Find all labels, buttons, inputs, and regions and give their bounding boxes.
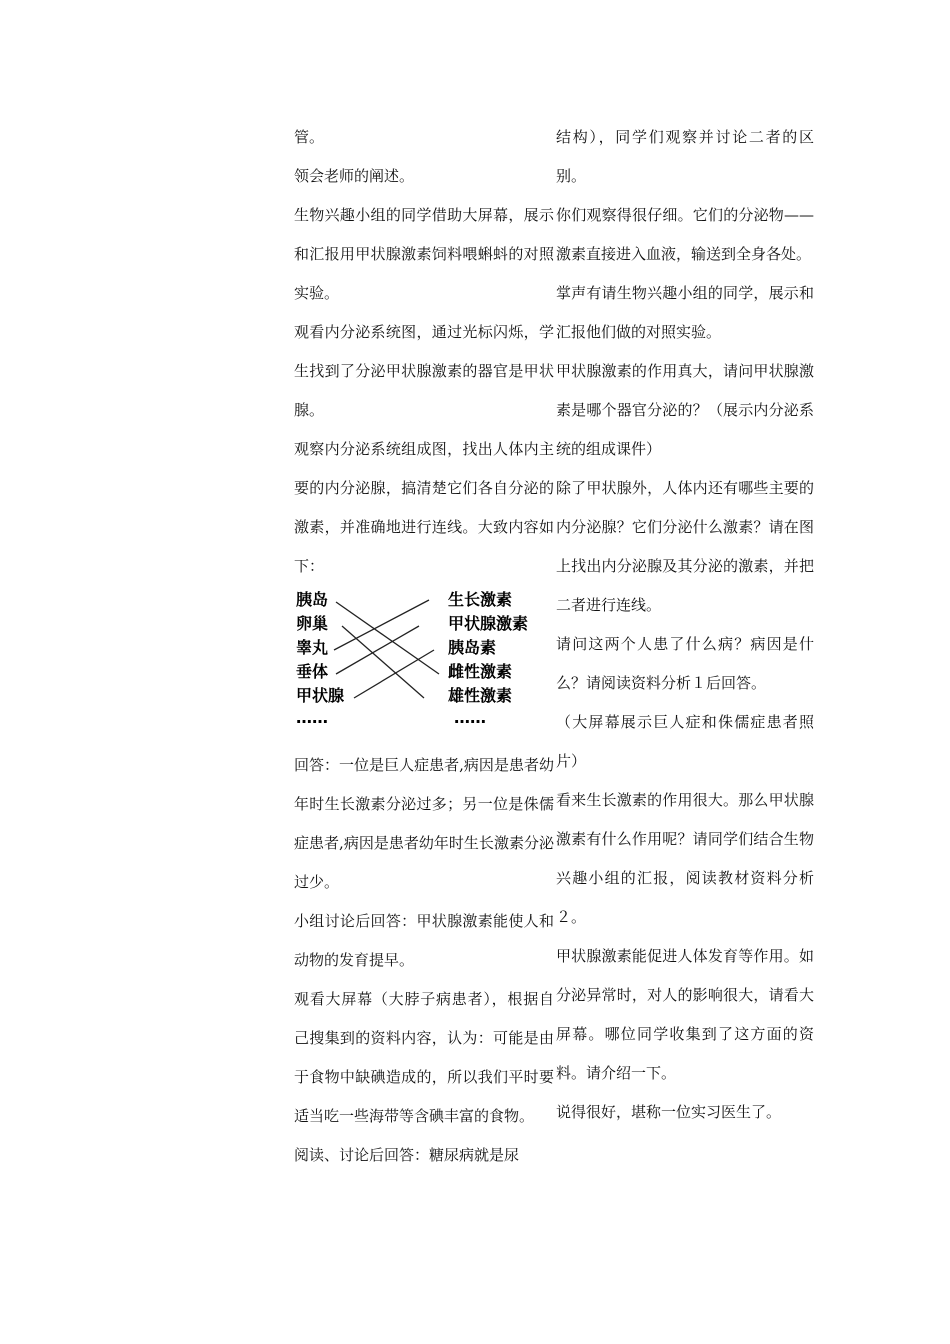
match-line bbox=[334, 600, 429, 650]
left-paragraph: 管。 bbox=[294, 128, 325, 146]
right-paragraph: 结构），同学们观察并讨论二者的区别。 bbox=[556, 128, 814, 185]
right-paragraph: 你们观察得很仔细。它们的分泌物——激素直接进入血液，输送到全身各处。 bbox=[556, 206, 814, 263]
hormone-label: 胰岛素 bbox=[448, 638, 497, 657]
right-paragraph: 请问这两个人患了什么病？病因是什么？请阅读资料分析１后回答。 bbox=[556, 635, 814, 692]
left-paragraph: 小组讨论后回答：甲状腺激素能使人和动物的发育提早。 bbox=[294, 912, 554, 969]
gland-label: 胰岛 bbox=[296, 590, 329, 609]
right-paragraph: 甲状腺激素能促进人体发育等作用。如分泌异常时，对人的影响很大，请看大屏幕。哪位同学收集到了这方面的资料。请介绍一下。 bbox=[556, 947, 814, 1082]
hormone-label: …… bbox=[454, 708, 486, 727]
right-paragraph: 掌声有请生物兴趣小组的同学，展示和汇报他们做的对照实验。 bbox=[556, 284, 814, 341]
left-paragraph: 观察内分泌系统组成图，找出人体内主要的内分泌腺，搞清楚它们各自分泌的激素，并准确地进行连线。大致内容如下： bbox=[294, 440, 554, 575]
left-paragraph: 领会老师的阐述。 bbox=[294, 167, 415, 185]
gland-label: 甲状腺 bbox=[296, 686, 345, 705]
hormone-label: 生长激素 bbox=[448, 590, 513, 609]
match-line bbox=[336, 602, 439, 674]
left-paragraph: 生物兴趣小组的同学借助大屏幕，展示和汇报用甲状腺激素饲料喂蝌蚪的对照实验。 bbox=[294, 206, 554, 302]
hormone-label: 甲状腺激素 bbox=[448, 614, 529, 633]
left-paragraph: 观看大屏幕（大脖子病患者），根据自己搜集到的资料内容，认为：可能是由于食物中缺碘造成的，所以我们平时要适当吃一些海带等含碘丰富的食物。 bbox=[294, 990, 554, 1125]
gland-label: 睾丸 bbox=[296, 638, 329, 657]
hormone-label: 雌性激素 bbox=[448, 662, 513, 681]
left-column bbox=[294, 118, 554, 1175]
left-paragraph: 阅读、讨论后回答：糖尿病就是尿 bbox=[294, 1146, 520, 1164]
right-paragraph: 甲状腺激素的作用真大，请问甲状腺激素是哪个器官分泌的？（展示内分泌系统的组成课件） bbox=[556, 362, 814, 458]
match-line bbox=[342, 626, 424, 698]
right-paragraph: 说得很好，堪称一位实习医生了。 bbox=[556, 1103, 782, 1121]
left-paragraph: 回答：一位是巨人症患者,病因是患者幼年时生长激素分泌过多；另一位是侏儒症患者,病因是患者幼年时生长激素分泌过少。 bbox=[294, 756, 554, 891]
right-paragraph: 除了甲状腺外，人体内还有哪些主要的内分泌腺？它们分泌什么激素？请在图上找出内分泌腺及其分泌的激素，并把二者进行连线。 bbox=[556, 479, 814, 614]
gland-hormone-matching-diagram bbox=[294, 590, 544, 740]
gland-label: …… bbox=[296, 708, 328, 727]
hormone-label: 雄性激素 bbox=[448, 686, 513, 705]
right-column bbox=[556, 118, 814, 1132]
gland-label: 垂体 bbox=[296, 662, 329, 681]
right-paragraph: （大屏幕展示巨人症和侏儒症患者照片） bbox=[556, 713, 814, 770]
right-paragraph: 看来生长激素的作用很大。那么甲状腺激素有什么作用呢？请同学们结合生物兴趣小组的汇报，阅读教材资料分析２。 bbox=[556, 791, 814, 926]
left-paragraph: 观看内分泌系统图，通过光标闪烁，学生找到了分泌甲状腺激素的器官是甲状腺。 bbox=[294, 323, 554, 419]
gland-label: 卵巢 bbox=[296, 614, 329, 633]
